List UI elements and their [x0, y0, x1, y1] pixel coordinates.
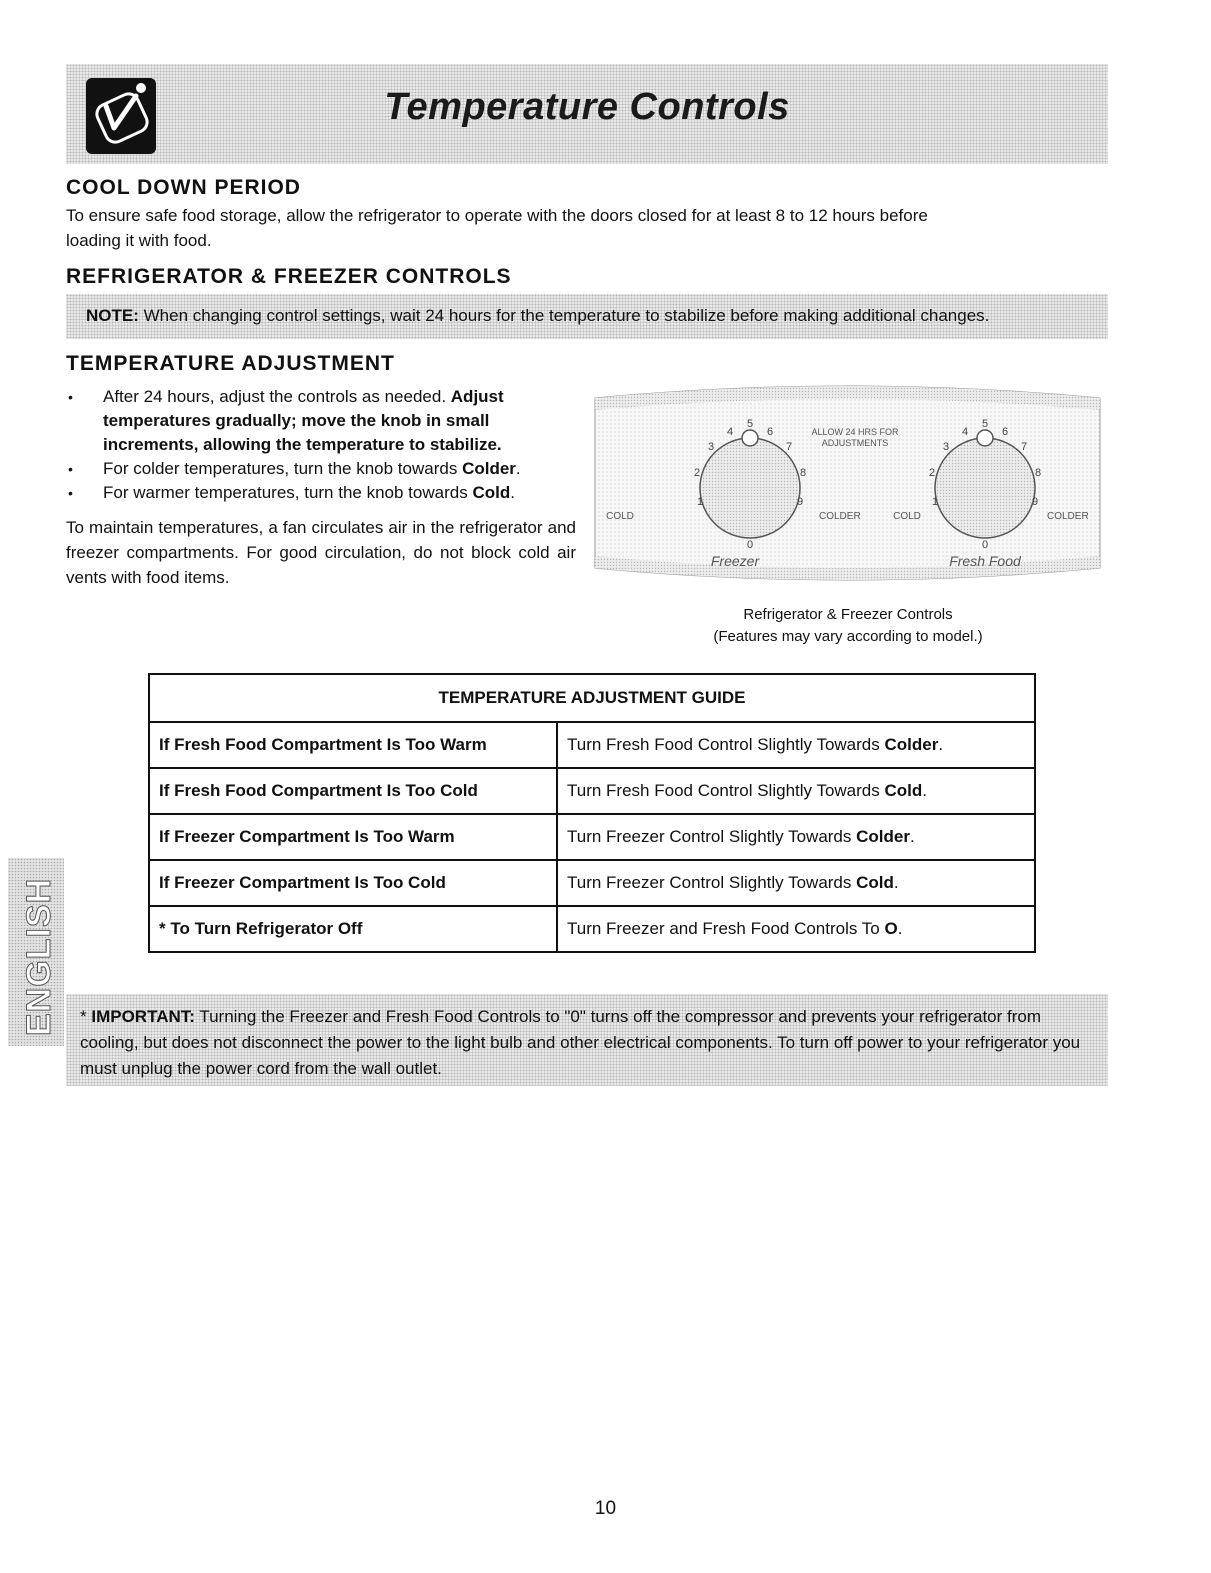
bullet-2-text: For colder temperatures, turn the knob towards — [103, 459, 463, 478]
cool-down-line-2: loading it with food. — [66, 231, 212, 250]
action-cell — [557, 814, 1035, 860]
bullet-3-period: . — [510, 483, 515, 502]
freezer-dial-4: 4 — [726, 426, 734, 438]
language-side-tab — [8, 858, 64, 1046]
controls-diagram-svg — [585, 378, 1110, 588]
fan-paragraph: To maintain temperatures, a fan circulates air in the refrigerator and freezer compartments. For good circulation, do not block cold air vents with food items. — [66, 518, 576, 587]
action-bold: Colder — [856, 827, 910, 846]
freezer-dial-0: 0 — [746, 539, 754, 551]
table-row — [149, 768, 1035, 814]
action-cell — [557, 860, 1035, 906]
freezer-dial-5: 5 — [746, 418, 754, 430]
action-text: Turn Freezer Control Slightly Towards — [567, 873, 857, 892]
important-banner — [66, 994, 1108, 1086]
note-body: When changing control settings, wait 24 hours for the temperature to stabilize before making additional changes. — [138, 306, 990, 325]
freezer-label: Freezer — [710, 553, 760, 569]
action-text: Turn Fresh Food Control Slightly Towards — [567, 735, 885, 754]
action-cell — [557, 906, 1035, 952]
fresh-food-label: Fresh Food — [949, 553, 1021, 569]
action-end: . — [938, 735, 944, 754]
fresh-food-dial-9: 9 — [1031, 496, 1039, 508]
important-star: * — [80, 1007, 87, 1026]
bullet-3-bold: Cold — [472, 483, 511, 502]
controls-heading: REFRIGERATOR & FREEZER CONTROLS — [66, 265, 512, 288]
note-banner — [66, 294, 1108, 339]
action-bold: Cold — [884, 781, 923, 800]
fresh-food-dial-1: 1 — [931, 496, 939, 508]
freezer-dial-7: 7 — [785, 441, 793, 453]
note-text — [86, 306, 989, 326]
table-title: TEMPERATURE ADJUSTMENT GUIDE — [149, 674, 1035, 722]
fresh-food-dial-4: 4 — [961, 426, 969, 438]
action-text: Turn Fresh Food Control Slightly Towards — [567, 781, 885, 800]
cool-down-line-1: To ensure safe food storage, allow the refrigerator to operate with the doors closed for at least 8 to 12 hours before — [66, 206, 928, 225]
fresh-food-cold-label: COLD — [893, 511, 921, 522]
bullet-3-text: For warmer temperatures, turn the knob towards — [103, 483, 473, 502]
table-row — [149, 860, 1035, 906]
action-bold: Colder — [884, 735, 939, 754]
action-end: . — [897, 919, 903, 938]
freezer-dial-8: 8 — [799, 467, 807, 479]
adjustments-label: ADJUSTMENTS — [821, 438, 889, 448]
header-banner — [66, 64, 1108, 164]
important-text — [80, 1004, 1100, 1082]
condition-cell: If Freezer Compartment Is Too Warm — [149, 814, 557, 860]
bullet-2-period: . — [515, 459, 521, 478]
action-end: . — [909, 827, 915, 846]
language-label: ENGLISH — [20, 877, 58, 1036]
freezer-dial-6: 6 — [766, 426, 774, 438]
diagram-caption-note: (Features may vary according to model.) — [713, 628, 983, 645]
fresh-food-dial-0: 0 — [981, 539, 989, 551]
freezer-dial-1: 1 — [696, 496, 704, 508]
action-end: . — [922, 781, 927, 800]
cool-down-text — [66, 203, 1126, 253]
freezer-dial-2: 2 — [693, 467, 701, 479]
action-text: Turn Freezer and Fresh Food Controls To — [567, 919, 885, 938]
condition-cell: If Fresh Food Compartment Is Too Cold — [149, 768, 557, 814]
fresh-food-dial-6: 6 — [1001, 426, 1009, 438]
condition-cell: * To Turn Refrigerator Off — [149, 906, 557, 952]
adjustment-bullets — [66, 385, 576, 505]
action-bold: Cold — [856, 873, 894, 892]
table-header-row — [149, 674, 1035, 722]
table-row — [149, 906, 1035, 952]
fresh-food-dial-5: 5 — [981, 418, 989, 430]
table-row — [149, 722, 1035, 768]
important-body: Turning the Freezer and Fresh Food Controls to "0" turns off the compressor and prevents your refrigerator from cooling, but does not disconnect the power to the light bulb and other electrical components. To turn off power to your refrigerator you must unplug the power cord from the wall outlet. — [80, 1007, 1081, 1078]
page-title: Temperature Controls — [384, 86, 790, 128]
condition-cell: If Freezer Compartment Is Too Cold — [149, 860, 557, 906]
note-label: NOTE: — [86, 306, 139, 325]
table-row — [149, 814, 1035, 860]
bullet-1-bold: Adjust temperatures gradually; move the knob in small increments, allowing the temperature to stabilize. — [103, 387, 504, 454]
freezer-dial-3: 3 — [707, 441, 715, 453]
freezer-dial-9: 9 — [796, 496, 804, 508]
bullet-item — [66, 385, 576, 457]
fresh-food-dial-8: 8 — [1034, 467, 1042, 479]
bullet-1-text: After 24 hours, adjust the controls as needed. — [103, 387, 451, 406]
allow-24-hrs-label: ALLOW 24 HRS FOR — [811, 427, 899, 437]
cool-down-heading: COOL DOWN PERIOD — [66, 176, 301, 199]
freezer-colder-label: COLDER — [819, 511, 861, 522]
language-side-tab-svg — [8, 858, 64, 1046]
adjustment-heading: TEMPERATURE ADJUSTMENT — [66, 352, 395, 375]
action-cell — [557, 722, 1035, 768]
freezer-cold-label: COLD — [606, 511, 634, 522]
fresh-food-dial-7: 7 — [1020, 441, 1028, 453]
bullet-item — [66, 457, 576, 481]
bullet-item — [66, 481, 576, 505]
bullet-2-bold: Colder — [462, 459, 516, 478]
page-number: 10 — [594, 1498, 617, 1519]
fresh-food-dial-3: 3 — [942, 441, 950, 453]
diagram-caption-title: Refrigerator & Freezer Controls — [743, 606, 953, 623]
action-end: . — [893, 873, 899, 892]
fresh-food-dial-2: 2 — [928, 467, 936, 479]
action-cell — [557, 768, 1035, 814]
important-label: IMPORTANT: — [91, 1007, 195, 1026]
controls-diagram — [585, 378, 1110, 588]
action-text: Turn Freezer Control Slightly Towards — [567, 827, 857, 846]
adjustment-guide-table — [148, 673, 1036, 953]
fresh-food-colder-label: COLDER — [1047, 511, 1089, 522]
action-bold: O — [884, 919, 898, 938]
condition-cell: If Fresh Food Compartment Is Too Warm — [149, 722, 557, 768]
